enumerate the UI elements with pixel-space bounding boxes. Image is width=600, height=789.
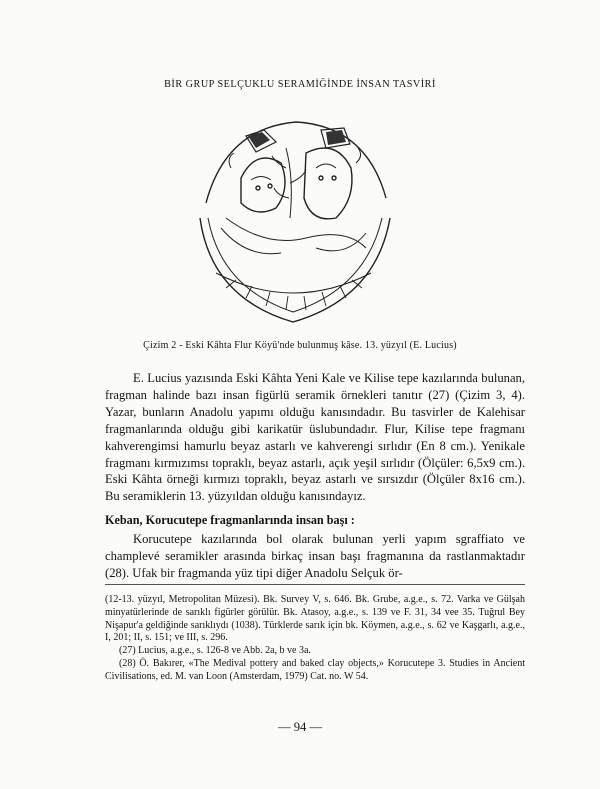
running-header: BİR GRUP SELÇUKLU SERAMİĞİNDE İNSAN TASVİRİ: [164, 79, 436, 90]
body-paragraph-1: E. Lucius yazısında Eski Kâhta Yeni Kale ve Kilise tepe kazılarında bulunan, fragman halinde bazı insan figürlü seramik örnekleri tanıtır (27) (Çizim 3, 4). Yazar, bunların Anadolu yapımı olduğu kanısındadır. Bu tasvirler de Kalehisar fragmanlarında olduğu gibi karikatür üslubundadır. Flur, Kilise tepe fragmanı kahverengimsi hamurlu beyaz astarlı ve kahverengi sırlıdır (En 8 cm.). Yenikale fragmanı kırmızımsı topraklı, beyaz astarlı, açık yeşil sırlıdır (Ölçüler: 6,5x9 cm.). Eski Kâhta örneği kırmızı topraklı, beyaz astarlı ve sırsızdır (Ölçüler 8x16 cm.). Bu seramiklerin 13. yüzyıldan olduğu kanısındayız.: [105, 371, 525, 504]
footnotes: [105, 594, 525, 684]
footnote-28: (28) Ö. Bakırer, «The Medival pottery and baked clay objects,» Korucutepe 3. Studies in Ancient Civilisations, ed. M. van Loon (Amsterdam, 1979) Cat. no. W 54.: [105, 657, 525, 682]
footnote-27: (27) Lucius, a.g.e., s. 126-8 ve Abb. 2a, b ve 3a.: [119, 645, 311, 657]
footnote-divider: [105, 584, 525, 585]
page-number: — 94 —: [277, 720, 323, 734]
figure-caption: Çizim 2 - Eski Kâhta Flur Köyü'nde bulunmuş kâse. 13. yüzyıl (E. Lucius): [143, 340, 457, 351]
section-heading: Keban, Korucutepe fragmanlarında insan başı :: [105, 513, 355, 527]
bowl-drawing: [186, 108, 400, 328]
footnote-continued: (12-13. yüzyıl, Metropolitan Müzesi). Bk. Survey V, s. 646. Bk. Grube, a.g.e., s. 72. Varka ve Gülşah minyatürlerinde de sarıklı figürler görülür. Bk. Atasoy, a.g.e., s. 139 ve F. 31, 34 vee 35. Tuğrul Bey Nişapur'a geldiğinde sarıklıydı (1038). Türklerde sarık için bk. Köymen, a.g.e., s. 62 ve Kaşgarlı, a.g.e., I, 201; II, s. 151; ve III, s. 296.: [105, 594, 525, 644]
body-paragraph-2: Korucutepe kazılarında bol olarak bulunan yerli yapım sgraffiato ve champlevé seramikler arasında birkaç insan başı fragmanına da rastlanmaktadır (28). Ufak bir fragmanda yüz tipi diğer Anadolu Selçuk ör-: [105, 532, 525, 580]
